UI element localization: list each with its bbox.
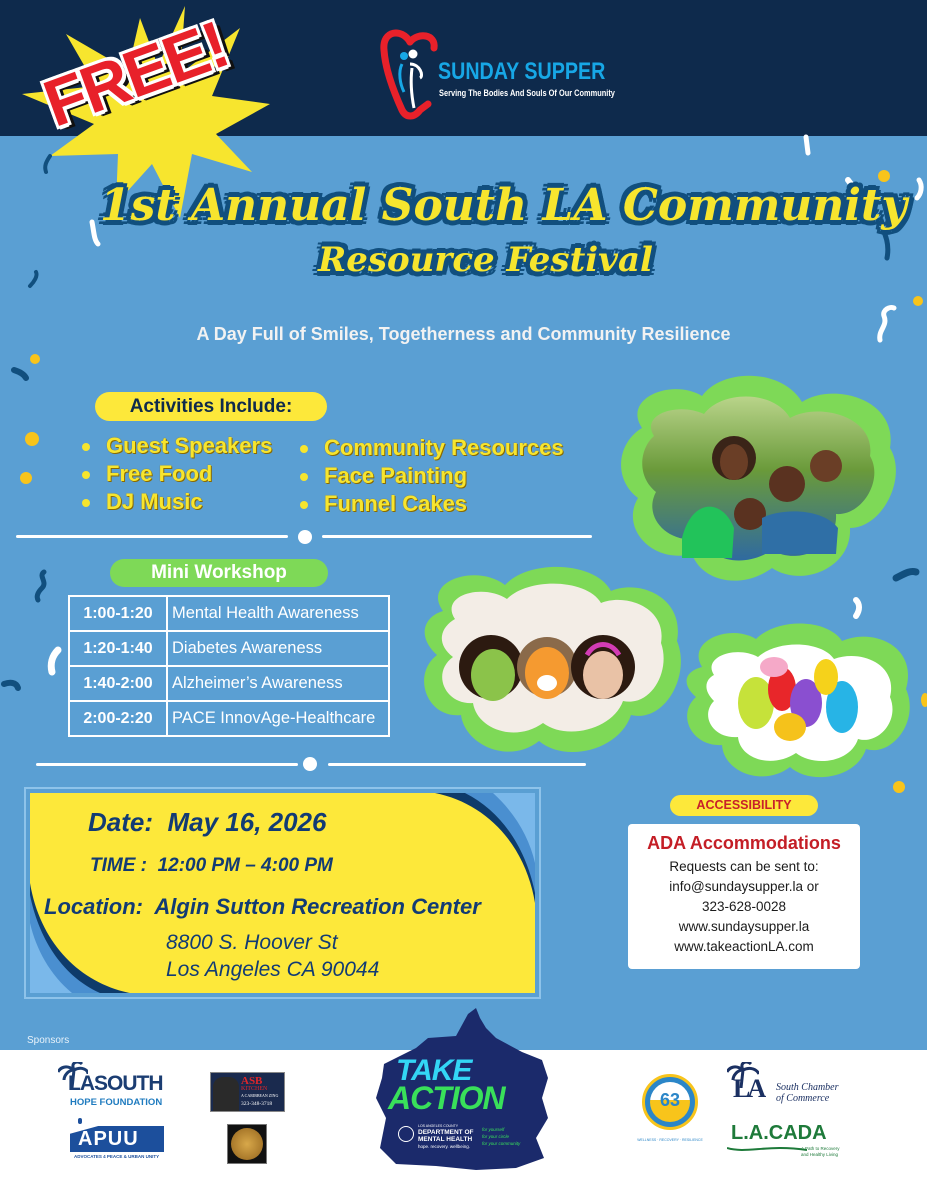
date-value: May 16, 2026 <box>167 807 327 837</box>
confetti-dot <box>30 354 40 364</box>
activities-heading: Activities Include: <box>95 392 327 421</box>
divider-line <box>322 535 592 538</box>
confetti-dot <box>25 432 39 446</box>
activity-item: Face Painting <box>300 462 564 490</box>
activity-item: Community Resources <box>300 434 564 462</box>
table-row <box>69 631 389 666</box>
la-south-sub: HOPE FOUNDATION <box>70 1097 163 1108</box>
asb-phone: 323-348-3718 <box>241 1101 273 1107</box>
swoosh-icon <box>727 1144 807 1154</box>
take-action-slogan: for yourself for your circle for your community <box>482 1127 521 1146</box>
title-line-2: Resource Festival <box>318 240 653 280</box>
location-name: Algin Sutton Recreation Center <box>154 894 481 919</box>
logo-title: SUNDAY SUPPER <box>438 58 606 85</box>
ada-website[interactable]: www.sundaysupper.la <box>678 919 810 934</box>
la-chamber-line1: South Chamber <box>776 1082 839 1093</box>
take-action-logo <box>376 1008 548 1173</box>
county-seal-icon <box>398 1126 414 1142</box>
sponsors-label: Sponsors <box>27 1035 70 1046</box>
activity-item: Guest Speakers <box>82 432 272 460</box>
ada-website[interactable]: www.takeactionLA.com <box>674 939 814 954</box>
mhsa-logo <box>630 1074 710 1148</box>
mhsa-number: 63 <box>659 1090 681 1110</box>
divider-line <box>36 763 298 766</box>
subtitle: A Day Full of Smiles, Togetherness and Community Resilience <box>196 324 731 344</box>
take-action-line1: TAKE <box>396 1054 472 1087</box>
dmh-line2: MENTAL HEALTH <box>418 1136 473 1143</box>
divider-dot <box>298 530 312 544</box>
table-row <box>69 666 389 701</box>
ada-title: ADA Accommodations <box>647 833 841 853</box>
divider-dot <box>303 757 317 771</box>
address-line-1: 8800 S. Hoover St <box>166 931 338 954</box>
date-label: Date: <box>88 807 154 837</box>
title-line-1: 1st Annual South LA Community <box>100 180 907 231</box>
chamber-seal-logo <box>227 1124 267 1164</box>
workshop-time: 2:00-2:20 <box>69 701 167 736</box>
lacada-logo <box>727 1122 847 1158</box>
activities-list-right <box>300 434 564 518</box>
workshop-table <box>68 595 390 737</box>
dmh-line3: hope. recovery. wellbeing. <box>418 1144 470 1149</box>
event-date <box>88 807 326 838</box>
event-time <box>90 855 333 877</box>
apuu-logo <box>70 1118 166 1164</box>
mhsa-tag: WELLNESS · RECOVERY · RESILIENCE <box>637 1138 703 1142</box>
dmh-small: LOS ANGELES COUNTY <box>418 1124 459 1128</box>
location-label: Location: <box>44 894 143 919</box>
table-row <box>69 596 389 631</box>
asb-tag: A CARIBBEAN ZING <box>241 1093 279 1098</box>
activity-item: Funnel Cakes <box>300 490 564 518</box>
dmh-line1: DEPARTMENT OF <box>418 1129 474 1136</box>
apuu-main: APUU <box>78 1128 139 1150</box>
workshop-time: 1:00-1:20 <box>69 596 167 631</box>
divider-line <box>16 535 288 538</box>
ada-card <box>628 824 860 969</box>
activities-list-left <box>82 432 272 516</box>
activity-item: DJ Music <box>82 488 272 516</box>
take-action-line2: ACTION <box>388 1080 505 1116</box>
workshop-heading: Mini Workshop <box>110 559 328 587</box>
workshop-time: 1:20-1:40 <box>69 631 167 666</box>
workshop-topic: PACE InnovAge-Healthcare <box>167 701 389 736</box>
balloon-animals-photo <box>678 617 914 785</box>
workshop-topic: Mental Health Awareness <box>167 596 389 631</box>
ada-line: Requests can be sent to: <box>669 859 819 874</box>
accessibility-badge: ACCESSIBILITY <box>670 795 818 816</box>
workshop-topic: Alzheimer’s Awareness <box>167 666 389 701</box>
corner-swoosh-decoration <box>415 793 535 903</box>
la-chamber-mark: LA <box>733 1074 764 1103</box>
activity-item: Free Food <box>82 460 272 488</box>
free-badge: FREE! <box>34 6 237 141</box>
address-line-2: Los Angeles CA 90044 <box>166 958 380 981</box>
ada-phone[interactable]: 323-628-0028 <box>701 899 787 914</box>
la-chamber-logo <box>727 1062 852 1104</box>
asb-main: ASB <box>241 1075 263 1087</box>
logo-tagline: Serving The Bodies And Souls Of Our Community <box>439 88 615 99</box>
face-painting-photo <box>415 555 685 760</box>
time-label: TIME : <box>90 855 147 876</box>
la-chamber-line2: of Commerce <box>776 1093 830 1104</box>
asb-kitchen-logo <box>210 1072 285 1112</box>
event-location <box>44 894 481 920</box>
confetti-dot <box>20 472 32 484</box>
lacada-main: L.A.CADA <box>731 1122 827 1144</box>
confetti-dot <box>921 693 927 707</box>
ada-email[interactable]: info@sundaysupper.la or <box>669 879 819 894</box>
asb-sub: KITCHEN <box>241 1086 268 1092</box>
la-south-main: LASOUTH <box>68 1072 163 1095</box>
workshop-topic: Diabetes Awareness <box>167 631 389 666</box>
lacada-tag: A Path to Recovery and Healthy Living <box>801 1146 840 1157</box>
event-details-box <box>26 789 539 997</box>
festival-title <box>0 170 927 310</box>
table-row <box>69 701 389 736</box>
time-value: 12:00 PM – 4:00 PM <box>157 855 333 876</box>
apuu-sub: ADVOCATES 4 PEACE & URBAN UNITY <box>74 1154 160 1159</box>
workshop-time: 1:40-2:00 <box>69 666 167 701</box>
divider-line <box>328 763 586 766</box>
la-south-logo <box>58 1062 173 1107</box>
